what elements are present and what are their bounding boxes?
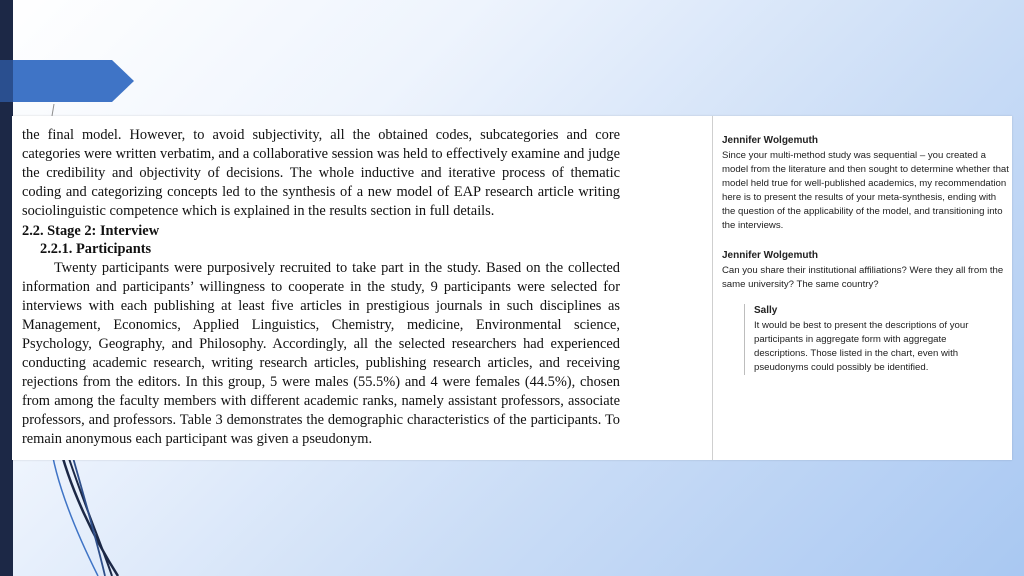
paragraph-participants: Twenty participants were purposively recruited to take part in the study. Based on the collected information and participants’ willingness to cooperate in the study, 9 participants were selected for interviews with each publishing at least five articles in prestigious journals in such disciplines as Management, Economics, Applied Linguistics, Chemistry, medicine, Environmental science, Psychology, Geography, and Philosophy. Accordingly, all the selected researchers had experienced conducting academic research, writing research articles, publishing research articles, and receiving rejections from the editors. In this group, 5 were males (55.5%) and 4 were females (44.5%), chosen from among the faculty members with different academic ranks, namely assistant professors, associate professors, and professors. Table 3 demonstrates the demographic characteristics of the participants. To remain anonymous each participant was given a pseudonym. — [22, 260, 620, 447]
comment-text: Since your multi-method study was sequential – you created a model from the literature and then sought to determine whether that model held true for well-published academics, my recommendation here is to present the results of your meta-synthesis, ending with the question of the applicability of the model, and transitioning into the interviews. — [722, 150, 1009, 231]
slide-arrow-tab-icon — [0, 60, 134, 102]
comment-author: Jennifer Wolgemuth — [722, 250, 818, 261]
comment-reply[interactable] — [744, 304, 1012, 375]
comment-pane — [722, 134, 1012, 391]
reply-text: It would be best to present the descriptions of your participants in aggregate form with aggregate descriptions. Those listed in the chart, even with pseudonyms could possibly be identified. — [754, 320, 969, 373]
comment-text: Can you share their institutional affiliations? Were they all from the same university? The same country? — [722, 265, 1004, 290]
decorative-tick-icon — [50, 104, 56, 116]
reply-author: Sally — [754, 305, 778, 316]
paragraph-model-synthesis: the final model. However, to avoid subjectivity, all the obtained codes, subcategories and core categories were written verbatim, and a collaborative session was held to effectively examine and judge the credibility and objectivity of decisions. The whole inductive and iterative process of thematic coding and categorizing concepts led to the synthesis of a new model of EAP research article writing sociolinguistic competence which is explained in the results section in full details. — [22, 127, 620, 219]
heading-stage-2-interview: 2.2. Stage 2: Interview — [22, 222, 160, 239]
decorative-swoosh-lines — [0, 440, 200, 576]
comment-1[interactable] — [722, 134, 1012, 233]
comment-pane-divider — [712, 116, 713, 460]
comment-author: Jennifer Wolgemuth — [722, 135, 818, 146]
heading-participants: 2.2.1. Participants — [40, 241, 152, 258]
document-screenshot — [12, 116, 1012, 460]
document-body — [22, 126, 620, 448]
comment-2[interactable] — [722, 249, 1012, 292]
